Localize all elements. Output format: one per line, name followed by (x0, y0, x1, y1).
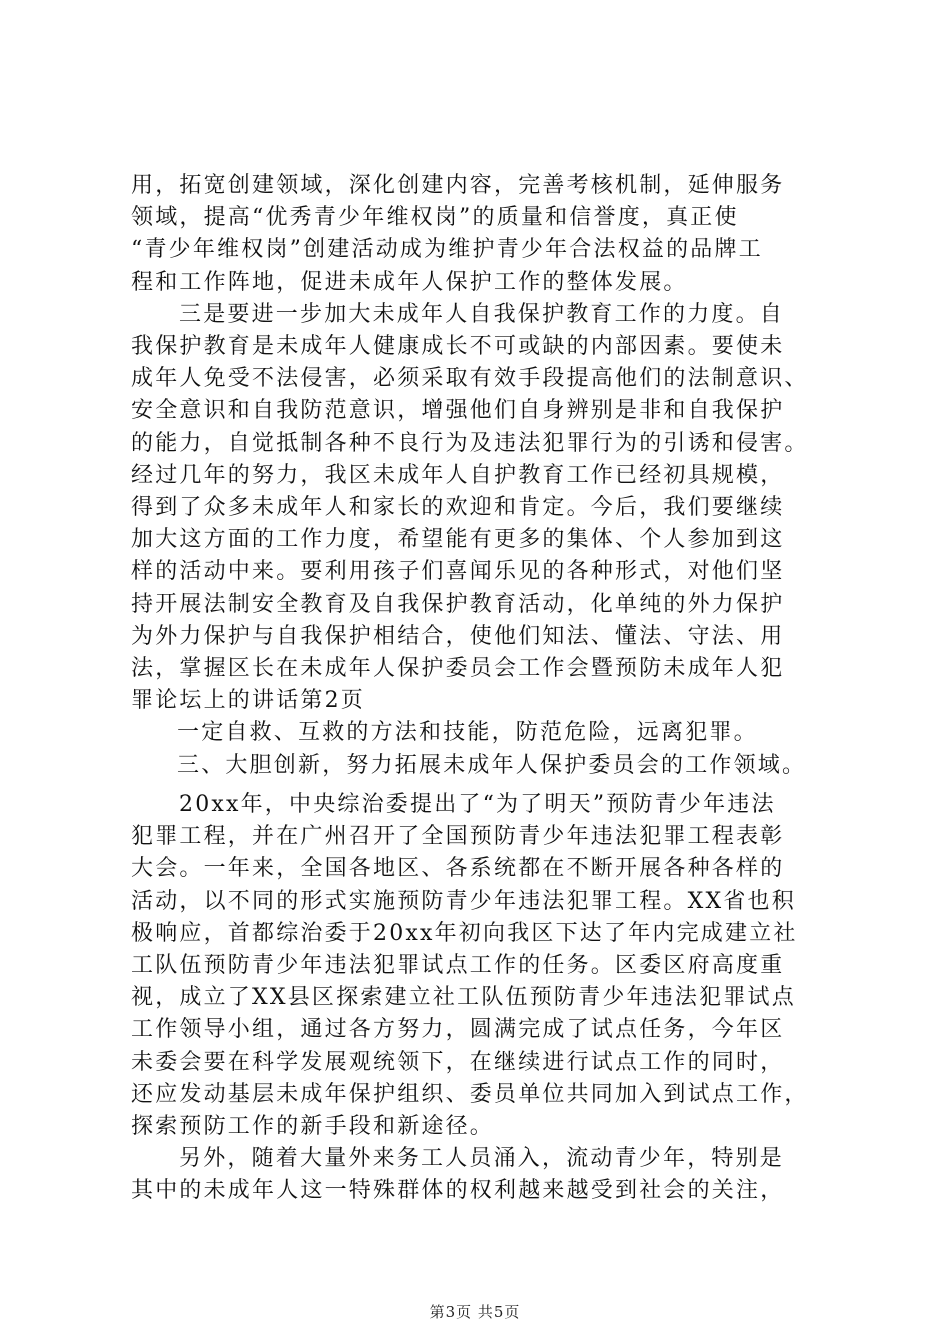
text-line: 极响应，首都综治委于20xx年初向我区下达了年内完成建立社 (131, 920, 798, 946)
section-heading: 三、大胆创新，努力拓展未成年人保护委员会的工作领域。 (177, 752, 807, 778)
text-line: 活动，以不同的形式实施预防青少年违法犯罪工程。XX省也积 (131, 888, 796, 914)
text-line: 成年人免受不法侵害，必须采取有效手段提高他们的法制意识、 (131, 366, 809, 392)
text-line: 为外力保护与自我保护相结合，使他们知法、懂法、守法、用 (131, 623, 785, 649)
text-line: 犯罪工程，并在广州召开了全国预防青少年违法犯罪工程表彰 (131, 824, 785, 850)
text-line: 加大这方面的工作力度，希望能有更多的集体、个人参加到这 (131, 527, 785, 553)
text-line: 得到了众多未成年人和家长的欢迎和肯定。今后，我们要继续 (131, 495, 785, 521)
text-line: 法，掌握区长在未成年人保护委员会工作会暨预防未成年人犯 (131, 656, 785, 682)
text-line: 程和工作阵地，促进未成年人保护工作的整体发展。 (131, 269, 688, 295)
text-line: 大会。一年来，全国各地区、各系统都在不断开展各种各样的 (131, 856, 785, 882)
text-line: “青少年维权岗”创建活动成为维护青少年合法权益的品牌工 (131, 237, 763, 263)
paragraph-start-line: 三是要进一步加大未成年人自我保护教育工作的力度。自 (179, 301, 785, 327)
text-line: 安全意识和自我防范意识，增强他们自身辨别是非和自我保护 (131, 398, 785, 424)
text-line: 工队伍预防青少年违法犯罪试点工作的任务。区委区府高度重 (131, 953, 785, 979)
paragraph-start-line: 20xx年，中央综治委提出了“为了明天”预防青少年违法 (179, 792, 776, 817)
text-line: 探索预防工作的新手段和新途径。 (131, 1114, 495, 1140)
text-line: 领域，提高“优秀青少年维权岗”的质量和信誉度，真正使 (131, 205, 739, 231)
text-line: 经过几年的努力，我区未成年人自护教育工作已经初具规模， (131, 462, 785, 488)
page-footer: 第3页 共5页 (429, 1303, 521, 1321)
paragraph-start-line: 另外，随着大量外来务工人员涌入，流动青少年，特别是 (179, 1146, 785, 1172)
text-line: 用，拓宽创建领域，深化创建内容，完善考核机制，延伸服务 (131, 173, 785, 198)
text-line: 罪论坛上的讲话第2页 (131, 688, 365, 714)
text-block-upper (131, 170, 843, 782)
text-line: 我保护教育是未成年人健康成长不可或缺的内部因素。要使未 (131, 334, 785, 360)
text-line: 样的活动中来。要利用孩子们喜闻乐见的各种形式，对他们坚 (131, 559, 785, 585)
text-line: 还应发动基层未成年保护组织、委员单位共同加入到试点工作， (131, 1081, 809, 1107)
paragraph-start-line: 一定自救、互救的方法和技能，防范危险，远离犯罪。 (177, 720, 758, 746)
text-line: 持开展法制安全教育及自我保护教育活动，化单纯的外力保护 (131, 591, 785, 617)
text-line: 视，成立了XX县区探索建立社工队伍预防青少年违法犯罪试点 (131, 985, 796, 1011)
text-line: 的能力，自觉抵制各种不良行为及违法犯罪行为的引诱和侵害。 (131, 430, 809, 456)
text-block-lower (131, 789, 843, 1208)
text-line: 其中的未成年人这一特殊群体的权利越来越受到社会的关注， (131, 1178, 785, 1204)
text-line: 工作领导小组，通过各方努力，圆满完成了试点任务，今年区 (131, 1017, 785, 1043)
text-line: 未委会要在科学发展观统领下，在继续进行试点工作的同时， (131, 1049, 785, 1075)
